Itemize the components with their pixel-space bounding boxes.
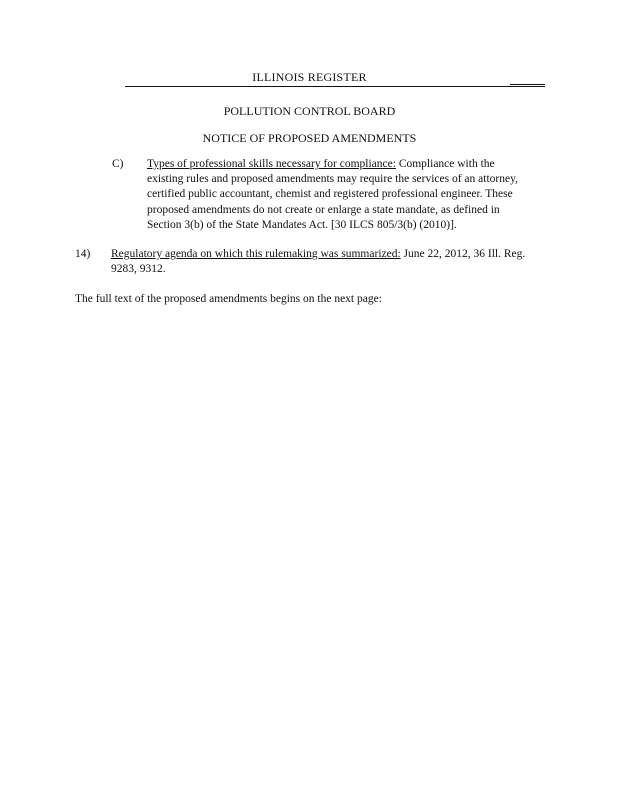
item-c-label: C) — [112, 158, 124, 170]
register-title: ILLINOIS REGISTER — [252, 70, 367, 84]
agency-name: POLLUTION CONTROL BOARD — [223, 104, 396, 118]
item-c-heading: Types of professional skills necessary for compliance: — [147, 158, 396, 170]
header-rule — [125, 86, 545, 87]
notice-type: NOTICE OF PROPOSED AMENDMENTS — [202, 131, 417, 145]
closing-statement: The full text of the proposed amendments begins on the next page: — [75, 293, 382, 305]
item-14-label: 14) — [75, 248, 91, 260]
item-14-paragraph — [111, 247, 526, 277]
item-14-body: June 22, 2012, 36 Ill. Reg. 9283, 9312. — [111, 248, 526, 276]
header-rule-tab — [510, 84, 545, 85]
item-14-heading: Regulatory agenda on which this rulemaking was summarized: — [111, 248, 401, 260]
item-c-paragraph — [147, 157, 525, 233]
item-c-body: Compliance with the existing rules and proposed amendments may require the services of an attorney, certified public accountant, chemist and registered professional engineer. These proposed amendments do not create or enlarge a state mandate, as defined in Section 3(b) of the State Mandates Act. [30 ILCS 805/3(b) (2010)]. — [147, 158, 518, 231]
